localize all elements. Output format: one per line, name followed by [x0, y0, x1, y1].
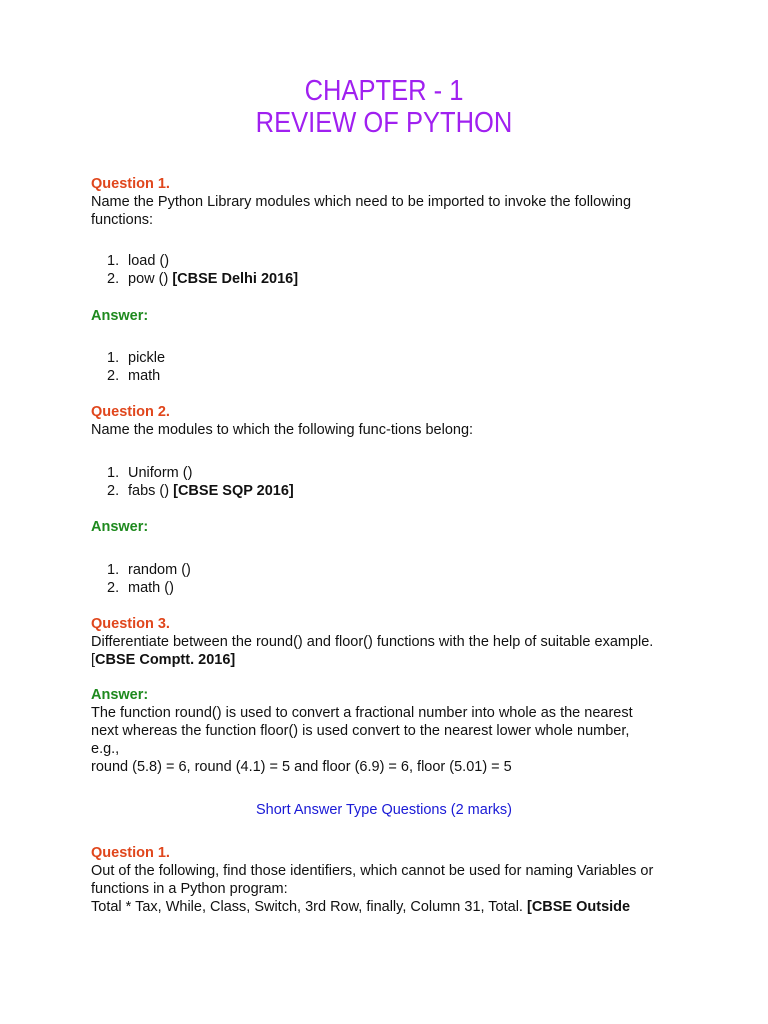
- question-1-block: [91, 175, 691, 229]
- list-item: 1. load (): [107, 253, 170, 269]
- answer-label: Answer:: [91, 519, 149, 535]
- reference: [CBSE Outside: [526, 899, 631, 915]
- chapter-subtitle: REVIEW OF PYTHON: [255, 107, 513, 139]
- question-label: Question 1.: [91, 176, 170, 192]
- section-heading: Short Answer Type Questions (2 marks): [255, 802, 512, 818]
- short-question-1-block: [91, 844, 711, 916]
- question-text: functions in a Python program:: [91, 881, 288, 897]
- chapter-title: CHAPTER - 1: [304, 75, 464, 107]
- list-item: 2. pow () [CBSE Delhi 2016]: [107, 271, 299, 287]
- reference: CBSE Comptt. 2016]: [95, 652, 236, 668]
- question-2-block: [91, 403, 691, 439]
- answer-line: next whereas the function floor() is used convert to the nearest lower whole number,: [91, 723, 630, 739]
- question-1-list: [91, 252, 691, 288]
- question-label: Question 3.: [91, 616, 170, 632]
- question-text: functions:: [91, 212, 154, 228]
- answer-label: Answer:: [91, 687, 149, 703]
- question-text: Name the modules to which the following func-tions belong:: [91, 422, 474, 438]
- question-label: Question 2.: [91, 404, 170, 420]
- answer-line: e.g.,: [91, 741, 120, 757]
- answer-1-list: [91, 349, 691, 385]
- list-item: 1. Uniform (): [107, 465, 193, 481]
- answer-label: Answer:: [91, 308, 149, 324]
- list-item: 1. pickle: [107, 350, 166, 366]
- question-text: Out of the following, find those identifiers, which cannot be used for naming Variables or: [91, 863, 654, 879]
- list-item: 2. math (): [107, 580, 174, 596]
- question-text: Total * Tax, While, Class, Switch, 3rd Row, finally, Column 31, Total. [CBSE Outside: [91, 899, 631, 915]
- question-2-list: [91, 464, 691, 500]
- question-text: Name the Python Library modules which need to be imported to invoke the following: [91, 194, 632, 210]
- list-item: 1. random (): [107, 562, 191, 578]
- answer-line: The function round() is used to convert a fractional number into whole as the nearest: [91, 705, 633, 721]
- reference: [CBSE Delhi 2016]: [172, 271, 299, 287]
- question-3-block: Question 3. Differentiate between the round() and floor() functions with the help of suitable example. [CBSE Comptt. 2016]: [91, 615, 711, 669]
- answer-2-list: [91, 561, 691, 597]
- question-label: Question 1.: [91, 845, 170, 861]
- list-item: 2. math: [107, 368, 161, 384]
- answer-line: round (5.8) = 6, round (4.1) = 5 and floor (6.9) = 6, floor (5.01) = 5: [91, 759, 512, 775]
- question-text: Differentiate between the round() and floor() functions with the help of suitable example.: [91, 634, 654, 650]
- answer-3-block: [91, 686, 711, 776]
- reference: [CBSE SQP 2016]: [173, 483, 294, 499]
- list-item: 2. fabs () [CBSE SQP 2016]: [107, 483, 294, 499]
